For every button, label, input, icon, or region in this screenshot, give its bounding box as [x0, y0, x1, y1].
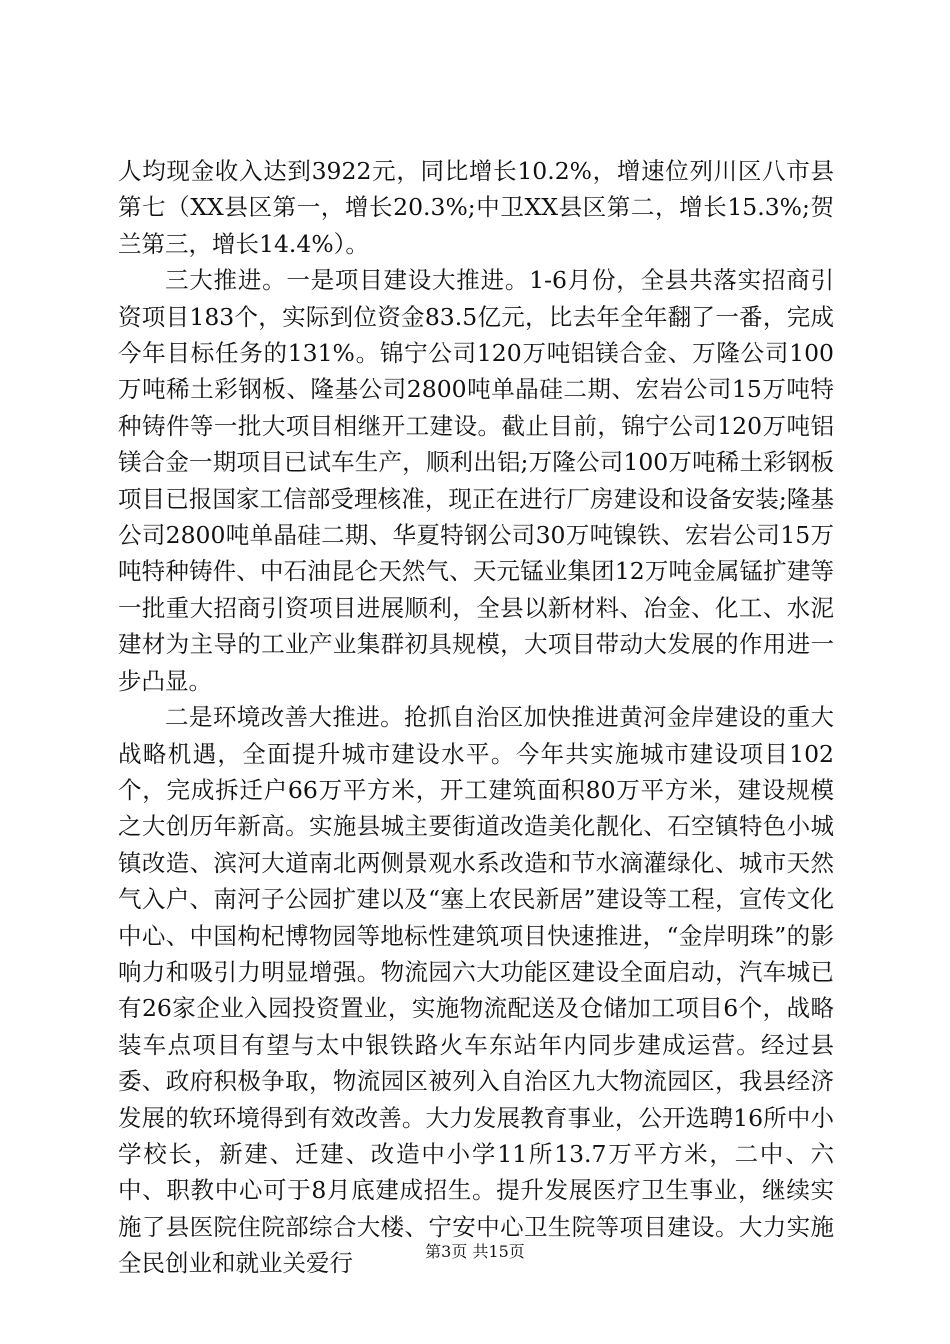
- paragraph-project-construction: 三大推进。一是项目建设大推进。1-6月份，全县共落实招商引资项目183个，实际到位资金83.5亿元，比去年全年翻了一番，完成今年目标任务的131%。锦宁公司120万吨铝镁合金、万隆公司100万吨稀土彩钢板、隆基公司2800吨单晶硅二期、宏岩公司15万吨特种铸件等一批大项目相继开工建设。截止目前，锦宁公司120万吨铝镁合金一期项目已试车生产，顺利出铝;万隆公司100万吨稀土彩钢板项目已报国家工信部受理核准，现正在进行厂房建设和设备安装;隆基公司2800吨单晶硅二期、华夏特钢公司30万吨镍铁、宏岩公司15万吨特种铸件、中石油昆仑天然气、天元锰业集团12万吨金属锰扩建等一批重大招商引资项目进展顺利，全县以新材料、冶金、化工、水泥建材为主导的工业产业集群初具规模，大项目带动大发展的作用进一步凸显。: [118, 266, 834, 695]
- document-body: [118, 153, 834, 1282]
- paragraph-environment-improvement: 二是环境改善大推进。抢抓自治区加快推进黄河金岸建设的重大战略机遇，全面提升城市建设水平。今年共实施城市建设项目102个，完成拆迁户66万平方米，开工建筑面积80万平方米，建设规模之大创历年新高。实施县城主要街道改造美化靓化、石空镇特色小城镇改造、滨河大道南北两侧景观水系改造和节水滴灌绿化、城市天然气入户、南河子公园扩建以及“塞上农民新居”建设等工程，宣传文化中心、中国枸杞博物园等地标性建筑项目快速推进，“金岸明珠”的影响力和吸引力明显增强。物流园六大功能区建设全面启动，汽车城已有26家企业入园投资置业，实施物流配送及仓储加工项目6个，战略装车点项目有望与太中银铁路火车东站年内同步建成运营。经过县委、政府积极争取，物流园区被列入自治区九大物流园区，我县经济发展的软环境得到有效改善。大力发展教育事业，公开选聘16所中小学校长，新建、迁建、改造中小学11所13.7万平方米，二中、六中、职教中心可于8月底建成招生。提升发展医疗卫生事业，继续实施了县医院住院部综合大楼、宁安中心卫生院等项目建设。大力实施全民创业和就业关爱行: [118, 703, 834, 1278]
- paragraph-income: 人均现金收入达到3922元，同比增长10.2%，增速位列川区八市县第七（XX县区第一，增长20.3%;中卫XX县区第二，增长15.3%;贺兰第三，增长14.4%）。: [118, 157, 834, 258]
- page-number-footer: 第3页 共15页: [425, 1242, 525, 1261]
